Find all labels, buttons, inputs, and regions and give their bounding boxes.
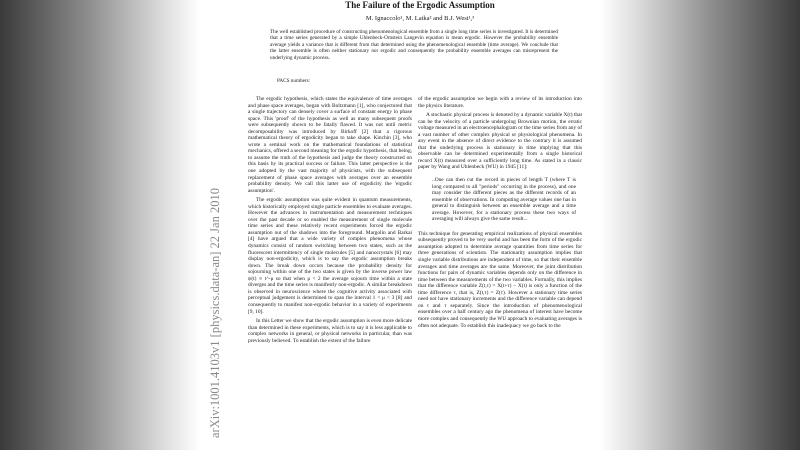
right-column bbox=[418, 96, 582, 332]
paper-title: The Failure of the Ergodic Assumption bbox=[345, 0, 495, 10]
left-column bbox=[248, 96, 412, 347]
right-paragraph-intro: of the ergodic assumption we begin with a review of its introduction into the physics literature. bbox=[418, 96, 582, 109]
left-paragraph-3: In this Letter we show that the ergodic assumption is even more delicate than determined in these experiments, which is to say it is less applicable to complex networks in general, or physical networks in particular, than was previously believed. To establish the extent of the failure bbox=[248, 318, 412, 344]
pacs-numbers: PACS numbers: bbox=[277, 78, 311, 84]
right-paragraph-2: A stochastic physical process is denoted by a dynamic variable X(t) that can be the velocity of a particle undergoing Brownian motion, the erratic voltage measured in an electroencephalogram or the time series from any of a vast number of other complex physical or physiological phenomena. In any event in the absence of direct evidence to the contrary it is assumed that the underlying process is stationary in time implying that this observable can be determined experimentally from a single historical record X(t) measured over a sufficiently long time. As stated in a classic paper by Wang and Uhlenbeck (WU) in 1945 [11]: bbox=[418, 112, 582, 171]
left-vignette bbox=[0, 0, 200, 450]
right-paragraph-3: This technique for generating empirical realizations of physical ensembles subsequently proved to be very useful and has been the form of the ergodic assumption adopted to determine average quantities from time series for three generations of scientists. The stationarity assumption implies that single variable distributions are independent of time, so that their ensemble averages and time averages are the same. Moreover, the joint distribution functions for pairs of dynamic variables depends only on the difference in time between the measurements of the two variables. Formally, this implies that the difference variable Z(t,τ) = X(t+τ) − X(t) is only a function of the time difference τ, that is, Z(t,τ) = Z(τ). However a stationary time series need not have stationary increments and the difference variable can depend on t and τ separately. Since the introduction of phenomenological ensembles over a half century ago the phenomena of interest have become more complex and consequently the WU approach to evaluating averages is often not adequate. To establish this inadequacy we go back to the bbox=[418, 230, 582, 329]
block-quote: ..One can then cut the record in pieces of length T (where T is long compared to all "periods" occurring in the process), and one may consider the different pieces as the different records of an ensemble of observations. In computing average values one has in general to distinguish between an ensemble average and a time average. However, for a stationary process these two ways of averaging will always give the same result... bbox=[432, 177, 576, 223]
arxiv-stamp bbox=[208, 78, 220, 438]
left-paragraph-2: The ergodic assumption was quite evident in quantum measurements, which historically employed single particle ensembles to evaluate averages. However the advances in instrumentation and measurement techniques over the past decade or so enabled the measurement of single molecule time series and these relatively recent experiments forced the ergodic assumption out of the shadows into the foreground. Margolin and Barkai [4] have argued that a wide variety of complex phenomena whose dynamics consist of random switching between two states, such as the fluorescent intermittency of single molecules [5] and nanocrystals [6] may display non-ergodicity, which is to say the ergodic assumption breaks down. The break down occurs because the probability density for sojourning within one of the two states is given by the inverse power law ψ(t) ∝ t^-μ so that when μ < 2 the average sojourn time within a state diverges and the time series is manifestly non-ergodic. A similar breakdown is observed in neuroscience where the cognitive activity associated with perceptual judgement is determined to span the interval 1 < μ < 3 [8] and consequently to manifest non-ergodic behavior in a variety of experiments [9, 10]. bbox=[248, 197, 412, 315]
paper-authors: M. Ignaccolo¹, M. Latka² and B.J. West¹,³ bbox=[365, 15, 475, 22]
arxiv-stamp-text: arXiv:1001.4103v1 [physics.data-an] 22 Jan 2010 bbox=[208, 188, 222, 438]
left-paragraph-1: The ergodic hypothesis, which states the equivalence of time averages and phase space averages, began with Boltzmann [1], who conjectured that a single trajectory can densely cover a surface of constant energy in phase space. This 'proof' of the hypothesis as well as many subsequent proofs were subsequently shown to be fatally flawed. It was not until metric decomposability was introduced by Birkoff [2] that a rigorous mathematical theory of ergodicity began to take shape. Kinchin [3], who wrote a seminal work on the mathematical foundations of statistical mechanics, offered a second meaning for the ergodic hypothesis, that being, to assume the truth of the hypothesis and judge the theory constructed on this basis by its practical success or failure. This latter perspective is the one adopted by the vast majority of physicists, with the subsequent replacement of phase space averages with averages over an ensemble probability density. We call this latter use of ergodicity the 'ergodic assumption'. bbox=[248, 96, 412, 194]
paper-page bbox=[200, 0, 600, 450]
right-vignette bbox=[600, 0, 800, 450]
paper-abstract: The well established procedure of constructing phenomenological ensemble from a single long time series is investigated. It is determined that a time series generated by a simple Uhlenbeck-Ornstein Langevin equation is mean ergodic. However the probability ensemble average yields a variance that is different from that determined using the phenomenological ensemble (time average). We conclude that the latter ensemble is often neither stationary nor ergodic and consequently the probability ensemble averages can misrepresent the underlying dynamic process. bbox=[270, 29, 558, 61]
